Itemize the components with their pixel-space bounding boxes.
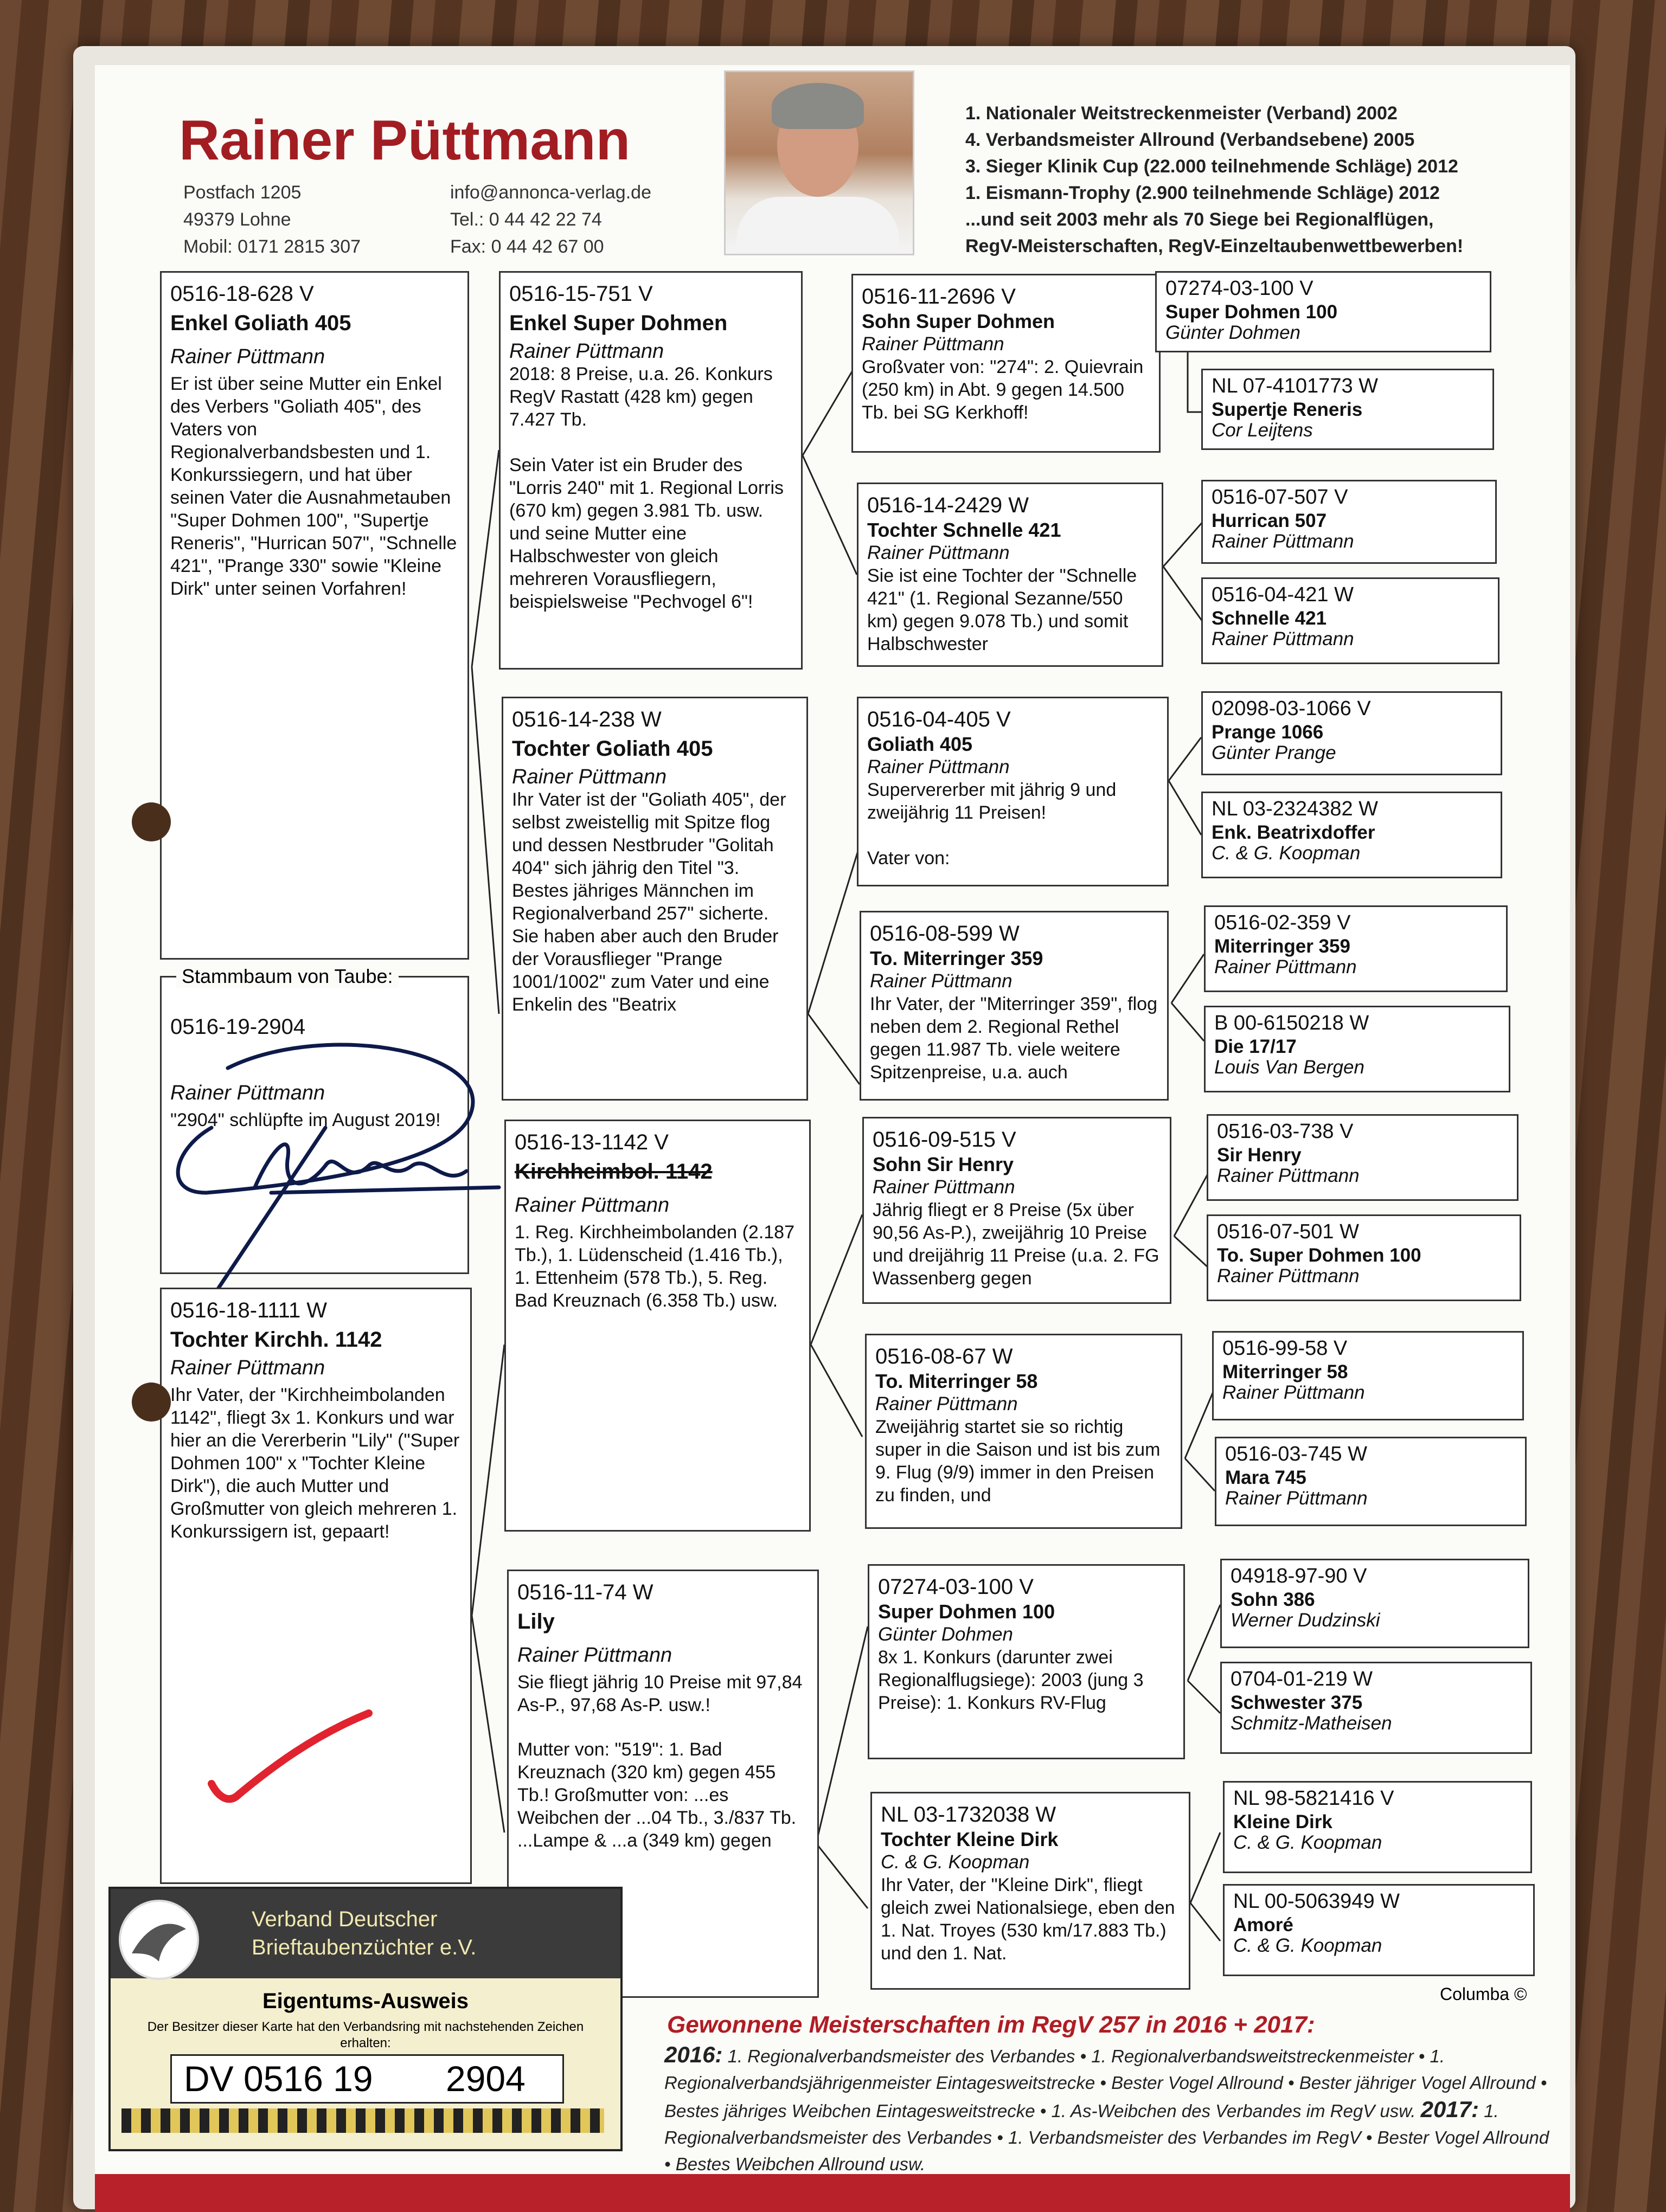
owner: Louis Van Bergen [1214, 1057, 1364, 1078]
achievement: 3. Sieger Klinik Cup (22.000 teilnehmende Schläge) 2012 [965, 156, 1458, 177]
owner: Rainer Püttmann [1217, 1265, 1360, 1287]
pigeon-name: Mara 745 [1225, 1467, 1306, 1488]
ring-number: 0516-18-1111 W [170, 1298, 328, 1322]
description: 1. Reg. Kirchheimbolanden (2.187 Tb.), 1. Lüdenscheid (1.416 Tb.), 1. Ettenheim (578 Tb.), 5. Reg. Bad Kreuznach (6.358 Tb.) usw. [515, 1222, 794, 1311]
owner: Rainer Püttmann [170, 1356, 325, 1379]
ring-number: NL 98-5821416 V [1233, 1787, 1394, 1810]
year-2017: 2017: [1420, 2097, 1479, 2122]
description-extra: Sein Vater ist ein Bruder des "Lorris 240" mit 1. Regional Lorris (670 km) gegen 3.981 Tb. usw. und seine Mutter eine Halbschwester von gleich mehreren Vorausfliegern, beispielsweise "Pechvogel 6"! [509, 455, 784, 612]
ring-number: 0516-13-1142 V [515, 1130, 669, 1154]
description: Ihr Vater, der "Kleine Dirk", fliegt gleich zwei Nationalsiege, eben den 1. Nat. Troyes (530 km/17.883 Tb.) und den 1. Nat. [881, 1875, 1175, 1964]
owner: Rainer Püttmann [1222, 1382, 1365, 1403]
ring-number: 04918-97-90 V [1231, 1565, 1367, 1587]
description-extra: Vater von: [867, 848, 950, 869]
description: Sie ist eine Tochter der "Schnelle 421" (1. Regional Sezanne/550 km) gegen 9.078 Tb.) und somit Halbschwester [867, 565, 1137, 654]
pigeon-name: Miterringer 58 [1222, 1361, 1348, 1382]
ring-number: 0516-18-628 V [170, 282, 314, 306]
pigeon-name: Tochter Kirchh. 1142 [170, 1328, 382, 1352]
ring-number: 0516-02-359 V [1214, 911, 1351, 934]
ring-number: NL 03-1732038 W [881, 1803, 1056, 1827]
gen3-card [851, 274, 1161, 453]
ring-number: 0516-11-74 W [517, 1580, 653, 1604]
gen4-card [1204, 905, 1508, 992]
ring-number: 0516-99-58 V [1222, 1337, 1348, 1360]
postfach: Postfach 1205 [183, 182, 302, 203]
achievement: 1. Eismann-Trophy (2.900 teilnehmende Schläge) 2012 [965, 183, 1440, 203]
ring-number: 0516-11-2696 V [862, 285, 1016, 308]
gen2-dam [502, 697, 808, 1101]
description: Ihr Vater ist der "Goliath 405", der selbst zweistellig mit Spitze flog und dessen Nestbruder "Golitah 404" sich jährig den Titel "3. Bestes jähriges Männchen im Regionalverband 257" sicherte. Sie haben aber auch den Bruder der Vorausflieger "Prange 1001/1002" zum Vater und eine Enkelin des "Beatrix [512, 789, 786, 1015]
ring-number: 0516-14-238 W [512, 708, 662, 731]
gen4-card [1155, 271, 1491, 352]
pigeon-name: Die 17/17 [1214, 1036, 1297, 1057]
owner: C. & G. Koopman [881, 1851, 1030, 1873]
pigeon-name: Sohn Sir Henry [873, 1153, 1014, 1175]
championships-text [664, 2041, 1554, 2177]
owner: Werner Dudzinski [1231, 1610, 1380, 1631]
ownership-card [108, 1887, 623, 2151]
ring-number: NL 03-2324382 W [1212, 798, 1379, 820]
owner: Günter Prange [1212, 742, 1336, 763]
gen3-card [857, 483, 1163, 667]
gen4-card [1207, 1214, 1521, 1301]
owner: Rainer Püttmann [512, 766, 667, 788]
pigeon-name: Supertje Reneris [1212, 399, 1363, 420]
pigeon-name: Schnelle 421 [1212, 608, 1327, 629]
owner: C. & G. Koopman [1212, 843, 1361, 864]
description-extra: Mutter von: "519": 1. Bad Kreuznach (320 km) gegen 455 Tb.! Großmutter von: ...es Weibchen der ...04 Tb., 3./837 Tb. ...Lampe & ...a (349 km) gegen [517, 1739, 797, 1851]
owner: Rainer Püttmann [170, 345, 325, 368]
owner: C. & G. Koopman [1233, 1935, 1382, 1956]
pigeon-name: Sohn 386 [1231, 1589, 1315, 1610]
ring-number: 0516-14-2429 W [867, 493, 1029, 517]
owner: Rainer Püttmann [875, 1393, 1018, 1414]
pigeon-name: Sohn Super Dohmen [862, 310, 1055, 332]
championships-2016: 1. Regionalverbandsmeister des Verbandes • 1. Regionalverbandsweitstreckenmeister • 1. Regionalverbandsjährigenmeister Eintagesweitstrecke • Bester Vogel Allround • Bester jähriger Vogel Allround • Bestes jähriges Weibchen Eintagesweitstrecke • 1. As-Weibchen des Verbandes im RegV usw. [664, 2046, 1547, 2121]
card-subtitle: Der Besitzer dieser Karte hat den Verbandsring mit nachstehenden Zeichen erhalten: [147, 2020, 584, 2050]
red-check-mark [206, 1702, 380, 1811]
gen4-card [1201, 369, 1494, 450]
gen4-card [1220, 1662, 1532, 1754]
gen2-sire-maternal [504, 1120, 811, 1532]
ring-number: 0704-01-219 W [1231, 1668, 1373, 1690]
ring-number-field [170, 2054, 564, 2104]
achievement: 1. Nationaler Weitstreckenmeister (Verband) 2002 [965, 103, 1398, 124]
description: Zweijährig startet sie so richtig super in die Saison und ist bis zum 9. Flug (9/9) immer in den Preisen zu finden, und [875, 1417, 1161, 1506]
ring-number: 0516-07-507 V [1212, 486, 1348, 509]
ring-number: 02098-03-1066 V [1212, 697, 1371, 720]
gen4-card [1201, 480, 1497, 564]
ring-number: 0516-07-501 W [1217, 1220, 1359, 1243]
pigeon-name: Lily [517, 1610, 555, 1634]
ring-suffix: 2904 [446, 2059, 526, 2099]
binder-hole [132, 1382, 171, 1422]
gen2-sire [499, 271, 803, 670]
red-bottom-bar [95, 2174, 1570, 2212]
pigeon-name: Super Dohmen 100 [878, 1600, 1055, 1623]
gen3-card [870, 1792, 1190, 1990]
achievement: 4. Verbandsmeister Allround (Verbandsebene) 2005 [965, 130, 1415, 150]
pigeon-name: To. Miterringer 359 [870, 947, 1043, 969]
gen3-card [865, 1334, 1182, 1529]
owner: Rainer Püttmann [870, 970, 1013, 992]
copyright: Columba © [1440, 1984, 1527, 2004]
pigeon-name: Schwester 375 [1231, 1692, 1363, 1713]
pigeon-name: Tochter Kleine Dirk [881, 1828, 1059, 1850]
owner: Rainer Püttmann [867, 756, 1010, 777]
gen3-card [862, 1117, 1171, 1304]
card-title: Eigentums-Ausweis [262, 1989, 469, 2013]
description: 8x 1. Konkurs (darunter zwei Regionalflugsiege): 2003 (jung 3 Preise): 1. Konkurs RV-Flug [878, 1647, 1144, 1713]
gen4-card [1223, 1781, 1532, 1873]
pedigree-label: Stammbaum von Taube: [176, 965, 399, 988]
ring-number: B 00-6150218 W [1214, 1012, 1369, 1034]
owner: Rainer Püttmann [509, 340, 664, 363]
ring-number: 0516-08-599 W [870, 922, 1020, 946]
owner: Rainer Püttmann [1217, 1165, 1360, 1186]
description: 2018: 8 Preise, u.a. 26. Konkurs RegV Rastatt (428 km) gegen 7.427 Tb. [509, 364, 773, 430]
owner: Schmitz-Matheisen [1231, 1713, 1392, 1734]
gen3-card [868, 1564, 1185, 1759]
owner: Rainer Püttmann [170, 1082, 325, 1104]
gen4-card [1201, 577, 1500, 664]
pigeon-name: Hurrican 507 [1212, 510, 1327, 531]
owner: Rainer Püttmann [515, 1194, 670, 1217]
description: Ihr Vater, der "Kirchheimbolanden 1142", fliegt 3x 1. Konkurs und war hier an die Vererberin "Lily" ("Super Dohmen 100" x "Tochter Kleine Dirk"), die auch Mutter und Großmutter von gleich mehreren 1. Konkurssigern ist, gepaart! [170, 1385, 460, 1542]
pigeon-name: Sir Henry [1217, 1144, 1302, 1166]
ring-number: NL 00-5063949 W [1233, 1890, 1400, 1913]
gen4-card [1215, 1437, 1527, 1526]
pigeon-name: Amoré [1233, 1914, 1293, 1935]
gen4-card [1201, 792, 1502, 878]
ring-number: 0516-15-751 V [509, 282, 653, 306]
pigeon-name: To. Miterringer 58 [875, 1370, 1038, 1392]
ring-number: 07274-03-100 V [878, 1575, 1034, 1599]
gen4-card [1201, 691, 1502, 775]
gen3-card [857, 697, 1169, 886]
pigeon-name: Enk. Beatrixdoffer [1212, 822, 1375, 843]
pigeon-logo-icon [119, 1900, 199, 1980]
organization-name: Verband Deutscher Brieftaubenzüchter e.V. [252, 1907, 477, 1959]
owner: Rainer Püttmann [873, 1176, 1015, 1198]
pigeon-name: Tochter Goliath 405 [512, 737, 713, 761]
owner: Rainer Püttmann [1212, 531, 1354, 552]
pigeon-name: Tochter Schnelle 421 [867, 519, 1061, 541]
gen4-card [1207, 1114, 1518, 1201]
postal-code: 49379 Lohne [183, 209, 291, 230]
decorative-border [121, 2108, 604, 2133]
pigeon-name: Super Dohmen 100 [1165, 301, 1338, 323]
owner: Rainer Püttmann [1212, 628, 1354, 650]
owner: Rainer Püttmann [867, 542, 1010, 563]
ring-number: 0516-03-745 W [1225, 1443, 1367, 1465]
achievement: ...und seit 2003 mehr als 70 Siege bei Regionalflügen, [965, 209, 1434, 230]
ring-number: 0516-08-67 W [875, 1345, 1013, 1368]
ring-number: 07274-03-100 V [1165, 277, 1313, 300]
gen4-card [1220, 1559, 1529, 1648]
gen4-card [1204, 1006, 1510, 1092]
description: "2904" schlüpfte im August 2019! [170, 1110, 441, 1130]
subject-ring-number: 0516-19-2904 [170, 1015, 306, 1039]
pigeon-name: Goliath 405 [867, 733, 973, 755]
pigeon-name: To. Super Dohmen 100 [1217, 1245, 1421, 1266]
pigeon-name: Kirchheimbol. 1142 [515, 1160, 713, 1184]
pigeon-name: Enkel Super Dohmen [509, 311, 728, 335]
description: Er ist über seine Mutter ein Enkel des Verbers "Goliath 405", des Vaters von Regionalverbandsbesten und 1. Konkurssiegern, und hat über seinen Vater die Ausnahmetauben "Super Dohmen 100", "Supertje Reneris", "Hurrican 507", "Schnelle 421", "Prange 330" sowie "Kleine Dirk" unter seinen Vorfahren! [170, 374, 457, 599]
pigeon-name: Miterringer 359 [1214, 936, 1350, 957]
gen4-card [1223, 1884, 1535, 1976]
owner: Rainer Püttmann [1225, 1488, 1368, 1509]
owner: C. & G. Koopman [1233, 1832, 1382, 1853]
fax: Fax: 0 44 42 67 00 [450, 236, 604, 257]
email: info@annonca-verlag.de [450, 182, 651, 203]
owner: Rainer Püttmann [862, 333, 1004, 355]
breeder-name: Rainer Püttmann [179, 109, 631, 172]
description: Jährig fliegt er 8 Preise (5x über 90,56 As-P.), zweijährig 10 Preise und dreijährig 11 Preise (u.a. 2. FG Wassenberg gegen [873, 1200, 1159, 1289]
telephone: Tel.: 0 44 42 22 74 [450, 209, 602, 230]
ring-number: 0516-03-738 V [1217, 1120, 1354, 1143]
mobile-number: Mobil: 0171 2815 307 [183, 236, 361, 257]
ring-number: 0516-09-515 V [873, 1128, 1016, 1152]
owner: Günter Dohmen [1165, 322, 1301, 343]
achievement: RegV-Meisterschaften, RegV-Einzeltaubenwettbewerben! [965, 236, 1464, 256]
gen3-card [860, 911, 1169, 1101]
owner: Cor Leijtens [1212, 420, 1313, 441]
pigeon-name: Prange 1066 [1212, 722, 1324, 743]
championships-2017: 1. Regionalverbandsmeister des Verbandes • 1. Verbandsmeister des Verbandes im RegV • Bester Vogel Allround • Bestes Weibchen Allround usw. [664, 2101, 1549, 2174]
year-2016: 2016: [664, 2042, 723, 2067]
ring-number: 0516-04-421 W [1212, 583, 1354, 606]
ring-prefix: DV 0516 19 [184, 2059, 373, 2099]
pigeon-name: Kleine Dirk [1233, 1811, 1332, 1832]
pigeon-name: Enkel Goliath 405 [170, 311, 351, 335]
ring-number: 0516-04-405 V [867, 708, 1011, 731]
binder-hole [132, 802, 171, 841]
description: Ihr Vater, der "Miterringer 359", flog neben dem 2. Regional Rethel gegen 11.987 Tb. viele weitere Spitzenpreise, u.a. auch [870, 994, 1157, 1083]
owner: Rainer Püttmann [517, 1644, 672, 1667]
father-card [160, 271, 469, 960]
owner: Günter Dohmen [878, 1624, 1014, 1645]
description: Supervererber mit jährig 9 und zweijährig 11 Preisen! [867, 780, 1117, 823]
ring-number: NL 07-4101773 W [1212, 375, 1379, 397]
championships-title: Gewonnene Meisterschaften im RegV 257 in 2016 + 2017: [667, 2011, 1315, 2038]
owner: Rainer Püttmann [1214, 956, 1357, 978]
gen4-card [1212, 1331, 1524, 1420]
description: Sie fliegt jährig 10 Preise mit 97,84 As-P., 97,68 As-P. usw.! [517, 1672, 803, 1715]
description: Großvater von: "274": 2. Quievrain (250 km) in Abt. 9 gegen 14.500 Tb. bei SG Kerkhoff! [862, 357, 1144, 423]
